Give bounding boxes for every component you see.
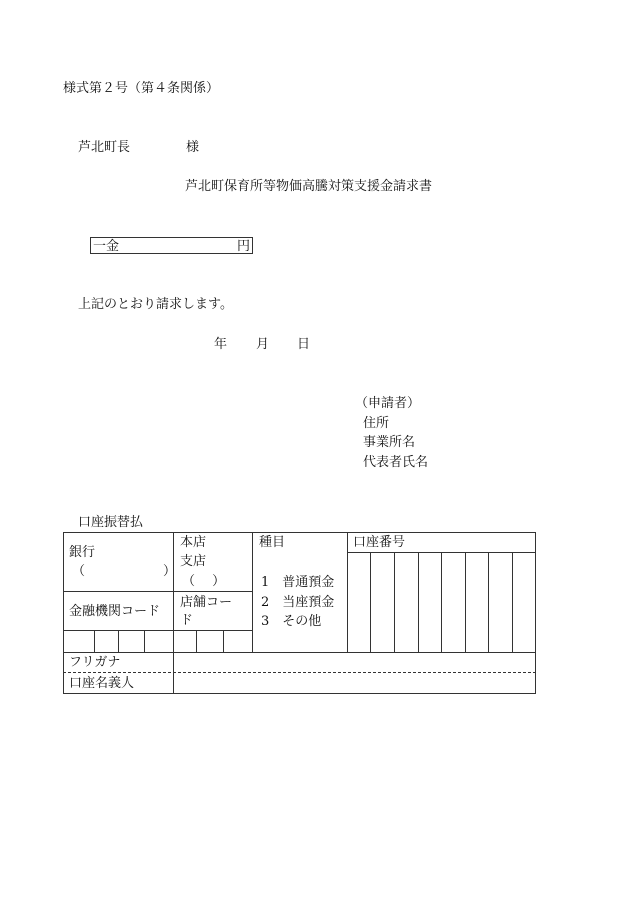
branch-code-label: 店舗コー: [180, 595, 233, 610]
date-day: 日: [297, 337, 311, 352]
form-number: 様式第２号（第４条関係）: [63, 81, 220, 96]
branch-main-label: 本店: [180, 535, 207, 550]
applicant-address-label: 住所: [363, 416, 390, 431]
bank-section-title: 口座振替払: [78, 515, 144, 530]
amount-field[interactable]: [90, 237, 253, 254]
account-type-ordinary[interactable]: 1 普通預金: [261, 575, 335, 590]
branch-name-field[interactable]: （ ）: [182, 574, 226, 589]
account-type-label: 種目: [259, 535, 286, 550]
account-number-label: 口座番号: [353, 535, 406, 550]
amount-unit: 円: [236, 239, 250, 254]
branch-code-label-cont: ド: [180, 613, 194, 628]
request-statement: 上記のとおり請求します。: [78, 297, 233, 312]
bank-label: 銀行: [69, 545, 96, 560]
recipient-name: 芦北町長: [78, 140, 131, 155]
account-type-current[interactable]: 2 当座預金: [261, 595, 335, 610]
recipient-honorific: 様: [186, 140, 200, 155]
applicant-heading: （申請者）: [355, 396, 421, 411]
amount-prefix: 一金: [93, 239, 120, 254]
furigana-label: フリガナ: [69, 655, 121, 670]
applicant-office-label: 事業所名: [363, 435, 416, 450]
date-year: 年: [214, 337, 228, 352]
account-type-other[interactable]: 3 その他: [261, 614, 322, 629]
branch-sub-label: 支店: [180, 554, 207, 569]
date-month: 月: [256, 337, 270, 352]
institution-code-label: 金融機関コード: [69, 604, 161, 619]
account-holder-label: 口座名義人: [69, 676, 135, 691]
bank-name-field[interactable]: （ ）: [72, 564, 177, 579]
applicant-representative-label: 代表者氏名: [363, 455, 429, 470]
document-title: 芦北町保育所等物価高騰対策支援金請求書: [185, 179, 433, 194]
